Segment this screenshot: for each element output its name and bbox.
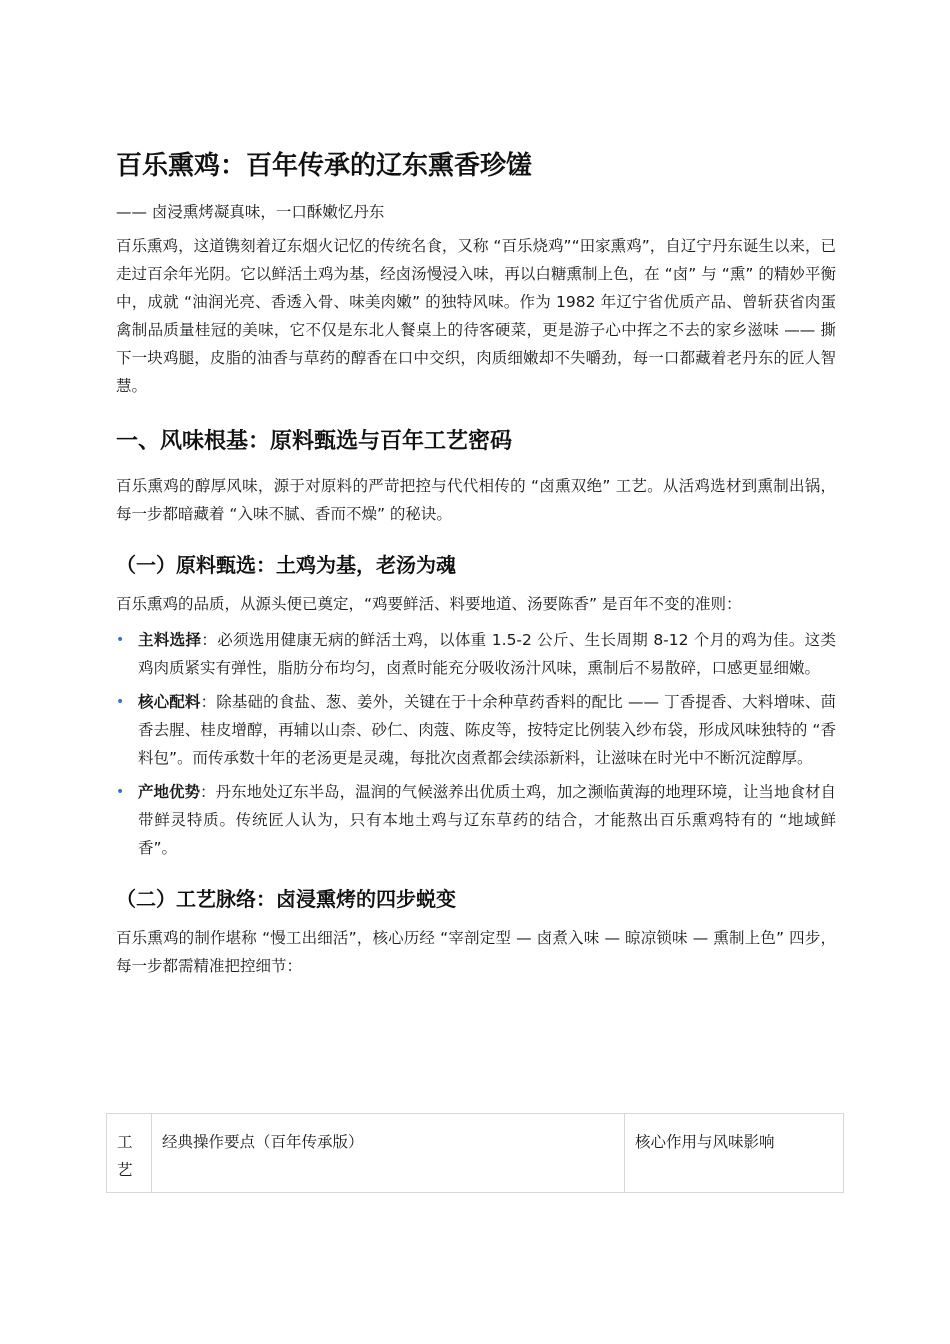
table-header-row xyxy=(107,1114,844,1193)
list-item-term: 产地优势 xyxy=(138,783,201,801)
list-item xyxy=(116,688,836,772)
list-item xyxy=(116,626,836,682)
bullet-dot-icon: • xyxy=(116,694,125,710)
list-item xyxy=(116,778,836,862)
intro-paragraph: 百乐熏鸡，这道镌刻着辽东烟火记忆的传统名食，又称 “百乐烧鸡”“田家熏鸡”，自辽宁丹东诞生以来，已走过百余年光阴。它以鲜活土鸡为基，经卤汤慢浸入味，再以白糖熏制上色，在 “卤” 与 “熏” 的精妙平衡中，成就 “油润光亮、香透入骨、味美肉嫩” 的独特风味。作为 1982 年辽宁省优质产品、曾斩获省肉蛋禽制品质量桂冠的美味，它不仅是东北人餐桌上的待客硬菜，更是游子心中挥之不去的家乡滋味 —— 撕下一块鸡腿，皮脂的油香与草药的醇香在口中交织，肉质细嫩却不失嚼劲，每一口都藏着老丹东的匠人智慧。 xyxy=(116,237,836,395)
section-heading-1: 一、风味根基：原料甄选与百年工艺密码 xyxy=(116,429,513,454)
list-item-text: ：丹东地处辽东半岛，温润的气候滋养出优质土鸡，加之濒临黄海的地理环境，让当地食材自带鲜灵特质。传统匠人认为，只有本地土鸡与辽东草药的结合，才能熬出百乐熏鸡特有的 “地域鲜香”。 xyxy=(138,783,836,857)
table-header-effect: 核心作用与风味影响 xyxy=(625,1114,844,1193)
subsection-1-paragraph: 百乐熏鸡的品质，从源头便已奠定，“鸡要鲜活、料要地道、汤要陈香” 是百年不变的准则： xyxy=(116,595,742,613)
subsection-heading-2: （二）工艺脉络：卤浸熏烤的四步蜕变 xyxy=(116,887,456,911)
subsection-heading-1: （一）原料甄选：土鸡为基，老汤为魂 xyxy=(116,553,456,577)
table-header-points: 经典操作要点（百年传承版） xyxy=(152,1114,625,1193)
bullet-dot-icon: • xyxy=(116,784,125,800)
list-item-term: 核心配料 xyxy=(138,693,201,711)
ingredient-list xyxy=(116,626,836,862)
bullet-dot-icon: • xyxy=(116,632,125,648)
page-title: 百乐熏鸡：百年传承的辽东熏香珍馐 xyxy=(116,151,533,181)
craft-table xyxy=(106,1113,844,1193)
list-item-text: ：必须选用健康无病的鲜活土鸡，以体重 1.5-2 公斤、生长周期 8-12 个月的鸡为佳。这类鸡肉质紧实有弹性，脂肪分布均匀，卤煮时能充分吸收汤汁风味，熏制后不易散碎，口感更显细嫩。 xyxy=(138,631,836,677)
document-body xyxy=(116,146,836,988)
list-item-text: ：除基础的食盐、葱、姜外，关键在于十余种草药香料的配比 —— 丁香提香、大料增味、茴香去腥、桂皮增醇，再辅以山柰、砂仁、肉蔻、陈皮等，按特定比例装入纱布袋，形成风味独特的 “香料包”。而传承数十年的老汤更是灵魂，每批次卤煮都会续添新料，让滋味在时光中不断沉淀醇厚。 xyxy=(138,693,836,767)
subsection-2-paragraph: 百乐熏鸡的制作堪称 “慢工出细活”，核心历经 “宰剖定型 — 卤煮入味 — 晾凉锁味 — 熏制上色” 四步，每一步都需精准把控细节： xyxy=(116,929,836,975)
page-subtitle: —— 卤浸熏烤凝真味，一口酥嫩忆丹东 xyxy=(116,203,385,221)
section-1-paragraph: 百乐熏鸡的醇厚风味，源于对原料的严苛把控与代代相传的 “卤熏双绝” 工艺。从活鸡选材到熏制出锅，每一步都暗藏着 “入味不腻、香而不燥” 的秘诀。 xyxy=(116,477,836,523)
table-header-step: 工艺 xyxy=(107,1114,152,1193)
list-item-term: 主料选择 xyxy=(138,631,202,649)
